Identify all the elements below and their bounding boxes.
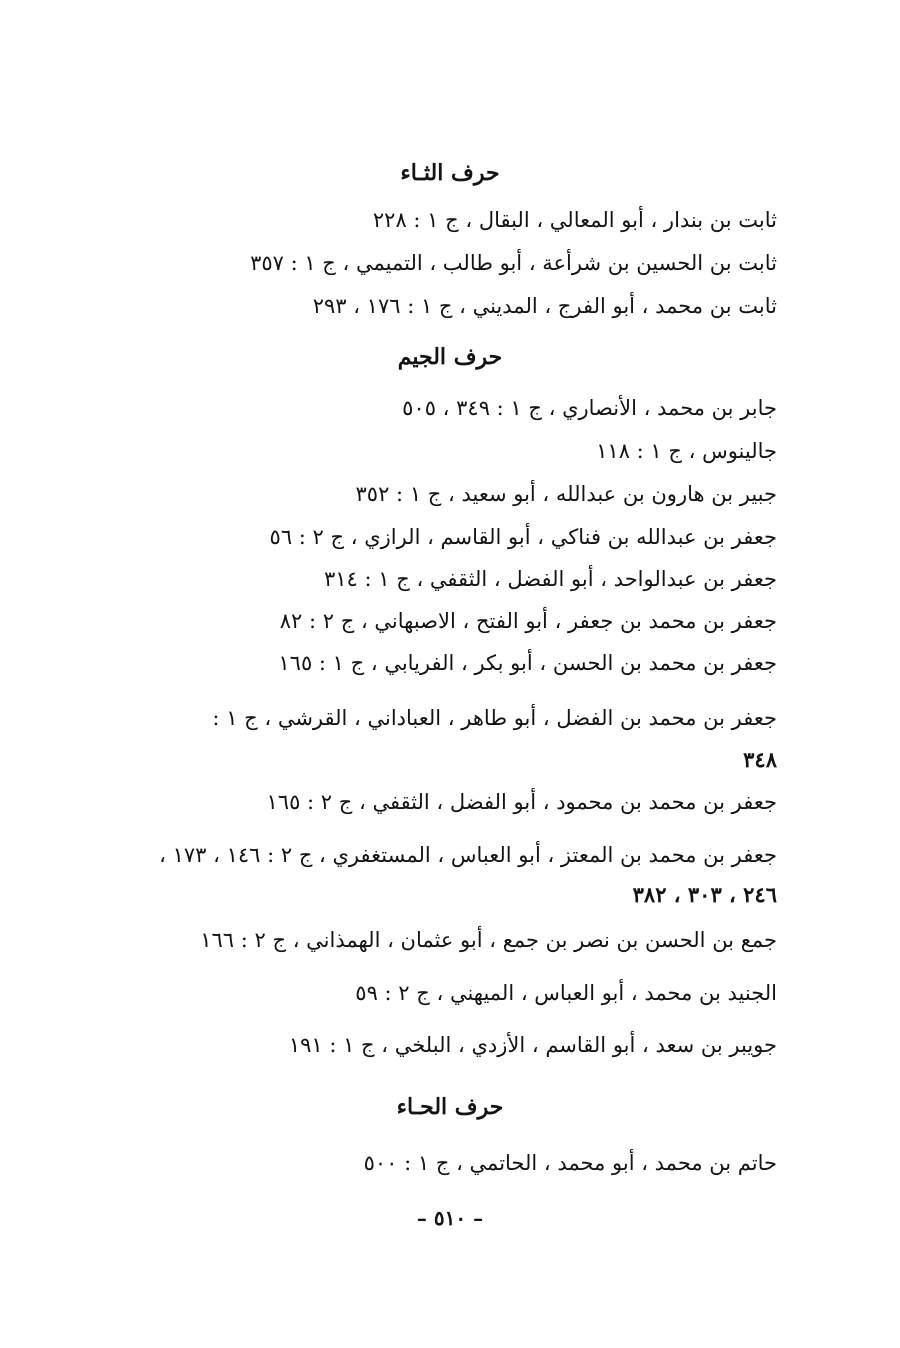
section-heading-tha: حرف الثـاء <box>400 160 500 186</box>
section-heading-jim: حرف الجيم <box>397 344 503 370</box>
index-entry: جعفر بن محمد بن محمود ، أبو الفضل ، الثقفي ، ج ٢ : ١٦٥ <box>266 790 777 814</box>
index-entry: جعفر بن عبدالواحد ، أبو الفضل ، الثقفي ، ج ١ : ٣١٤ <box>324 567 777 591</box>
index-entry: جالينوس ، ج ١ : ١١٨ <box>596 439 777 463</box>
index-entry: جابر بن محمد ، الأنصاري ، ج ١ : ٣٤٩ ، ٥٠٥ <box>402 396 777 420</box>
page-number: – ٥١٠ – <box>416 1206 484 1230</box>
index-entry: ثابت بن محمد ، أبو الفرج ، المديني ، ج ١ : ١٧٦ ، ٢٩٣ <box>312 294 777 318</box>
index-entry-continuation: ٣٤٨ <box>743 747 777 772</box>
index-entry: جعفر بن محمد بن المعتز ، أبو العباس ، المستغفري ، ج ٢ : ١٤٦ ، ١٧٣ ، <box>159 843 777 867</box>
section-heading-ha: حرف الحـاء <box>396 1094 504 1120</box>
index-entry: جعفر بن عبدالله بن فناكي ، أبو القاسم ، الرازي ، ج ٢ : ٥٦ <box>269 525 777 549</box>
index-entry: جعفر بن محمد بن الفضل ، أبو طاهر ، العباداني ، القرشي ، ج ١ : <box>212 706 777 730</box>
index-entry: حاتم بن محمد ، أبو محمد ، الحاتمي ، ج ١ : ٥٠٠ <box>363 1151 777 1175</box>
index-entry: ثابت بن الحسين بن شرأعة ، أبو طالب ، التميمي ، ج ١ : ٣٥٧ <box>250 251 777 275</box>
index-entry: الجنيد بن محمد ، أبو العباس ، الميهني ، ج ٢ : ٥٩ <box>355 981 777 1005</box>
index-entry: جعفر بن محمد بن الحسن ، أبو بكر ، الفريابي ، ج ١ : ١٦٥ <box>278 651 777 675</box>
index-entry: جويبر بن سعد ، أبو القاسم ، الأزدي ، البلخي ، ج ١ : ١٩١ <box>288 1033 777 1057</box>
index-entry: جعفر بن محمد بن جعفر ، أبو الفتح ، الاصبهاني ، ج ٢ : ٨٢ <box>279 609 777 633</box>
index-entry: ثابت بن بندار ، أبو المعالي ، البقال ، ج ١ : ٢٢٨ <box>372 208 777 232</box>
index-entry-continuation: ٢٤٦ ، ٣٠٣ ، ٣٨٢ <box>632 882 777 907</box>
index-entry: جمع بن الحسن بن نصر بن جمع ، أبو عثمان ، الهمذاني ، ج ٢ : ١٦٦ <box>200 928 777 952</box>
index-entry: جبير بن هارون بن عبدالله ، أبو سعيد ، ج ١ : ٣٥٢ <box>355 482 777 506</box>
